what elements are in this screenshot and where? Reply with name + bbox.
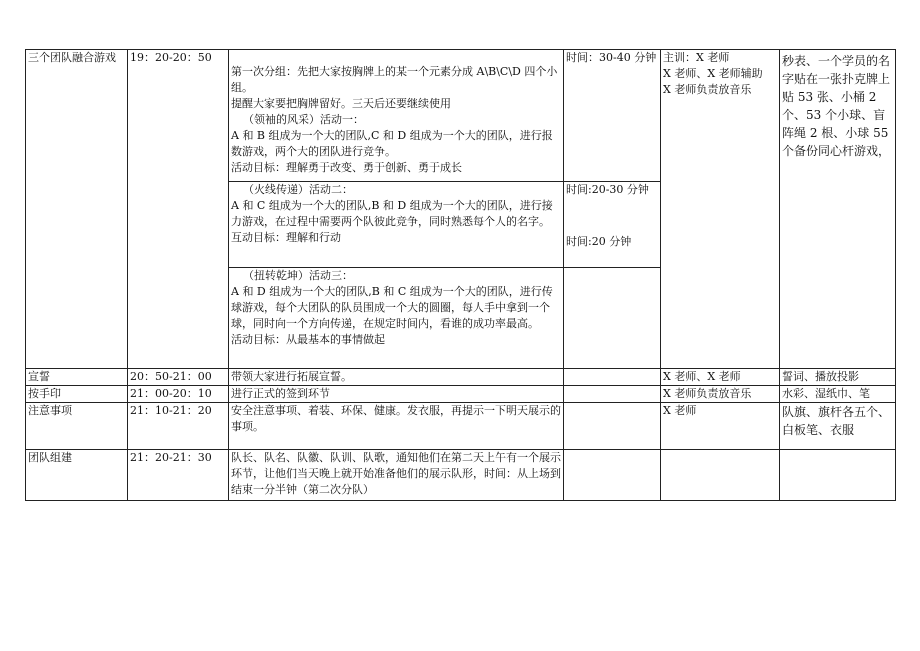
duration-cell [564, 369, 661, 386]
duration-cell [564, 182, 661, 268]
staff-cell: X 老师、X 老师 [661, 369, 780, 386]
item-cell: 团队组建 [26, 450, 128, 501]
table-row [26, 369, 896, 386]
table-row [26, 403, 896, 450]
time-cell: 21：00-20：10 [128, 386, 229, 403]
content-line: （领袖的风采）活动一： [243, 113, 364, 126]
duration-cell [564, 268, 661, 369]
content-line: 活动目标：理解勇于改变、勇于创新、勇于成长 [231, 161, 462, 174]
table-row [26, 386, 896, 403]
content-line: A 和 D 组成为一个大的团队,B 和 C 组成为一个大的团队，进行传球游戏，每个大团队的队员围成一个大的圆圈，每人手中拿到一个球，同时向一个方向传递，在规定时间内，看谁的成功率最高。 [231, 285, 553, 330]
content-line: A 和 B 组成为一个大的团队,C 和 D 组成为一个大的团队，进行报数游戏，两个大的团队进行竞争。 [231, 129, 553, 158]
staff-line: X 老师负责放音乐 [663, 83, 752, 96]
duration-line: 时间:20 分钟 [566, 235, 632, 248]
item-cell: 宣誓 [26, 369, 128, 386]
time-cell: 19：20-20：50 [128, 50, 229, 369]
duration-cell [564, 403, 661, 450]
staff-cell [661, 50, 780, 369]
item-cell: 注意事项 [26, 403, 128, 450]
table-row [26, 450, 896, 501]
table-row [26, 50, 896, 182]
duration-cell [564, 450, 661, 501]
materials-cell: 水彩、湿纸巾、笔 [780, 386, 896, 403]
time-cell: 21：20-21：30 [128, 450, 229, 501]
materials-cell: 誓词、播放投影 [780, 369, 896, 386]
content-cell: 进行正式的签到环节 [229, 386, 564, 403]
time-cell: 21：10-21：20 [128, 403, 229, 450]
content-line: （扭转乾坤）活动三： [243, 269, 353, 282]
activity-one-cell [229, 50, 564, 182]
staff-cell [661, 450, 780, 501]
materials-cell [780, 450, 896, 501]
materials-cell: 队旗、旗杆各五个、白板笔、衣服 [780, 403, 896, 450]
content-cell: 安全注意事项、着装、环保、健康。发衣服，再提示一下明天展示的事项。 [229, 403, 564, 450]
activity-three-cell [229, 268, 564, 369]
content-line: A 和 C 组成为一个大的团队,B 和 D 组成为一个大的团队，进行接力游戏，在过程中需要两个队彼此竞争，同时熟悉每个人的名字。 [231, 199, 553, 228]
time-cell: 20：50-21：00 [128, 369, 229, 386]
content-cell: 带领大家进行拓展宣誓。 [229, 369, 564, 386]
content-line: 互动目标：理解和行动 [231, 231, 341, 244]
staff-cell: X 老师 [661, 403, 780, 450]
item-cell: 三个团队融合游戏 [26, 50, 128, 369]
content-cell: 队长、队名、队徽、队训、队歌，通知他们在第二天上午有一个展示环节，让他们当天晚上就开始准备他们的展示队形，时间：从上场到结束一分半钟（第二次分队） [229, 450, 564, 501]
activity-two-cell [229, 182, 564, 268]
duration-cell: 时间：30-40 分钟 [564, 50, 661, 182]
duration-line: 时间:20-30 分钟 [566, 183, 649, 196]
materials-cell: 秒表、一个学员的名字贴在一张扑克牌上贴 53 张、小桶 2 个、53 个小球、盲阵绳 2 根、小球 55 个备份同心杆游戏， [780, 50, 896, 369]
staff-line: 主训：X 老师 [663, 51, 730, 64]
content-line: 第一次分组：先把大家按胸牌上的某一个元素分成 A\B\C\D 四个小组。 [231, 65, 558, 94]
staff-cell: X 老师负责放音乐 [661, 386, 780, 403]
schedule-table [25, 49, 896, 501]
duration-cell [564, 386, 661, 403]
content-line: （火线传递）活动二： [243, 183, 353, 196]
staff-line: X 老师、X 老师辅助 [663, 67, 763, 80]
item-cell: 按手印 [26, 386, 128, 403]
content-line: 提醒大家要把胸牌留好。三天后还要继续使用 [231, 97, 451, 110]
content-line: 活动目标：从最基本的事情做起 [231, 333, 385, 346]
